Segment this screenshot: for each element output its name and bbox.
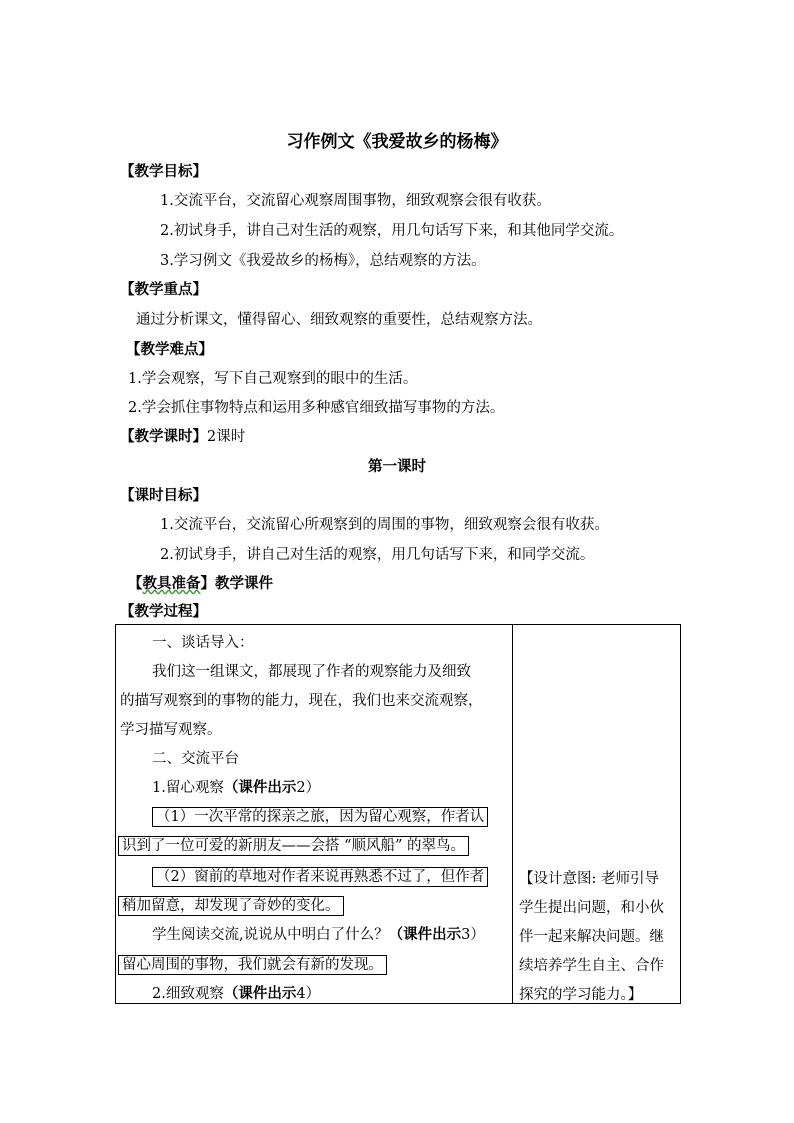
design-note-line: 【设计意图: 老师引导 <box>519 871 659 887</box>
lesson-goal-item-2: 2.初试身手，讲自己对生活的观察，用几句话写下来，和同学交流。 <box>160 547 595 563</box>
design-note-line: 探究的学习能力。】 <box>519 987 643 1003</box>
document-title: 习作例文《我爱故乡的杨梅》 <box>286 132 508 152</box>
process-line-text: 2.细致观察 <box>152 986 224 1002</box>
tools-heading: 教具准备 <box>142 575 201 592</box>
process-heading: 【教学过程】 <box>120 603 207 620</box>
quote-box-line <box>118 955 387 975</box>
quote-box: 稍加留意，却发现了奇妙的变化。 <box>118 896 344 916</box>
courseware-number: 3） <box>461 927 485 943</box>
difficulty-item-2: 2.学会抓住事物特点和运用多种感官细致描写事物的方法。 <box>128 400 505 416</box>
tools-value: 教学课件 <box>215 575 273 592</box>
lesson-goals-heading: 【课时目标】 <box>120 487 207 504</box>
process-line-text: 学生阅读交流,说说从中明白了什么？ <box>152 927 389 943</box>
difficulty-item-1: 1.学会观察，写下自己观察到的眼中的生活。 <box>128 371 418 387</box>
quote-box-line <box>152 807 488 827</box>
process-table <box>115 624 681 1004</box>
process-line <box>152 984 320 1004</box>
quote-box: 识到了一位可爱的新朋友——会搭 “顺风船” 的翠鸟。 <box>118 836 469 856</box>
goal-item-2: 2.初试身手，讲自己对生活的观察，用几句话写下来，和其他同学交流。 <box>160 223 624 239</box>
quote-box-line <box>118 836 469 856</box>
process-line: 我们这一组课文，都展现了作者的观察能力及细致 <box>152 664 471 680</box>
design-note-line: 伴一起来解决问题。继 <box>519 929 664 945</box>
hours-value: 2课时 <box>207 429 246 445</box>
tools-row <box>128 574 273 594</box>
process-line: 二、交流平台 <box>152 751 239 767</box>
process-line-text: 1.留心观察 <box>152 780 224 796</box>
quote-box: （2）窗前的草地对作者来说再熟悉不过了，但作者 <box>152 867 488 887</box>
quote-box: 留心周围的事物，我们就会有新的发现。 <box>118 955 387 975</box>
hours-row <box>120 427 245 447</box>
courseware-label: （课件出示 <box>388 926 462 943</box>
goal-item-3: 3.学习例文《我爱故乡的杨梅》，总结观察的方法。 <box>160 253 486 269</box>
courseware-label: （课件出示 <box>223 779 297 796</box>
tools-bracket-open: 【 <box>128 575 143 592</box>
courseware-number: 2） <box>296 780 321 796</box>
key-text: 通过分析课文，懂得留心、细致观察的重要性，总结观察方法。 <box>136 312 542 328</box>
design-note-line: 续培养学生自主、合作 <box>519 958 664 974</box>
process-line: 学习描写观察。 <box>120 722 222 738</box>
lesson-goal-item-1: 1.交流平台，交流留心所观察到的周围的事物，细致观察会很有收获。 <box>160 517 609 533</box>
quote-box: （1）一次平常的探亲之旅，因为留心观察，作者认 <box>152 807 488 827</box>
design-note-line: 学生提出问题，和小伙 <box>519 900 664 916</box>
hours-heading: 【教学课时】 <box>120 428 207 445</box>
courseware-number: 4） <box>296 986 321 1002</box>
lesson-title: 第一课时 <box>368 458 426 475</box>
difficulty-heading: 【教学难点】 <box>126 341 213 358</box>
process-line <box>152 925 485 945</box>
process-line <box>152 778 320 798</box>
key-heading: 【教学重点】 <box>120 281 207 298</box>
quote-box-line <box>152 867 488 887</box>
quote-box-line <box>118 896 344 916</box>
design-note-cell <box>513 625 681 1003</box>
goal-item-1: 1.交流平台，交流留心观察周围事物，细致观察会很有收获。 <box>160 193 551 209</box>
process-line: 的描写观察到的事物的能力，现在，我们也来交流观察， <box>120 693 483 709</box>
tools-bracket-close: 】 <box>200 575 215 592</box>
goals-heading: 【教学目标】 <box>120 163 207 180</box>
process-line: 一、谈话导入： <box>152 635 254 651</box>
courseware-label: （课件出示 <box>223 985 297 1002</box>
process-cell <box>116 625 512 1003</box>
